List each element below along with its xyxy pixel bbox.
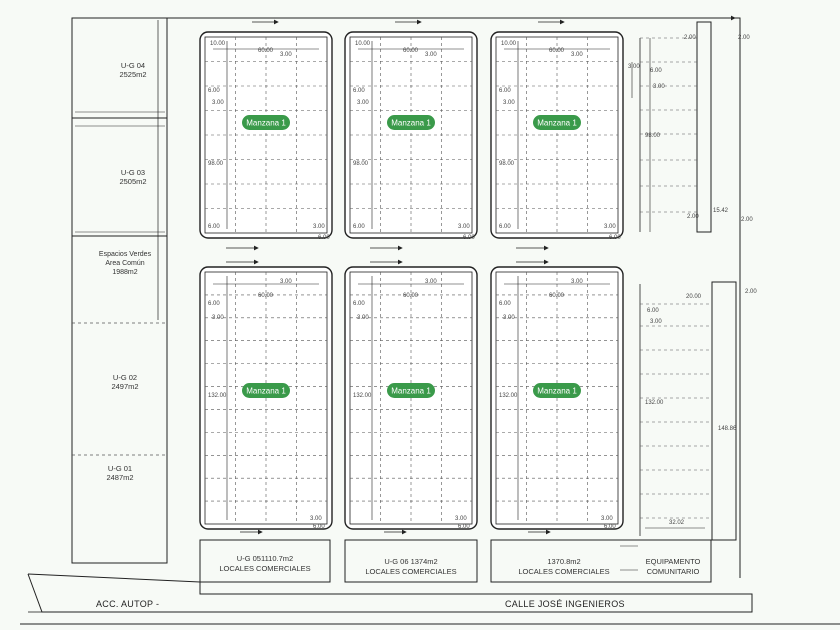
dim-label: 6.00 (604, 524, 616, 530)
dim-label: 6.00 (647, 308, 659, 314)
dim-label: 32.02 (669, 520, 685, 526)
dim-label: 6.00 (499, 301, 511, 307)
zone-ug02-name: U-G 02 (112, 373, 138, 382)
dim-label: 6.00 (208, 224, 220, 230)
zone-ug03-area: 2505m2 (119, 177, 147, 186)
dim-label: 10.00 (501, 41, 517, 47)
dim-label: 2.00 (738, 35, 750, 41)
dim-label: 2.00 (684, 35, 696, 41)
zone-ug04-area: 2525m2 (119, 70, 147, 79)
commercial-2-title: U-G 06 1374m2 (384, 557, 438, 566)
green-area-subtitle: Area Común (105, 260, 145, 267)
commercial-1-title: U-G 051110.7m2 (236, 554, 294, 563)
dim-label: 10.00 (210, 41, 226, 47)
dim-label: 148.86 (718, 426, 737, 432)
dim-label: 3.00 (503, 315, 515, 321)
dim-label: 6.00 (353, 88, 365, 94)
commercial-3-subtitle: LOCALES COMERCIALES (518, 567, 610, 576)
dim-label: 6.00 (650, 68, 662, 74)
commercial-strip (200, 540, 711, 582)
dim-label: 3.00 (357, 100, 369, 106)
block-badge-label: Manzana 1 (391, 386, 431, 396)
dim-label: 3.00 (280, 279, 292, 285)
right-column-upper (628, 22, 753, 232)
dim-label: 20.00 (686, 294, 702, 300)
dim-label: 3.00 (425, 52, 437, 58)
dim-label: 3.00 (650, 319, 662, 325)
green-area-title: Espacios Verdes (98, 251, 152, 258)
dim-label: 132.00 (645, 400, 664, 406)
dim-label: 6.00 (318, 235, 330, 241)
dim-label: 6.00 (353, 224, 365, 230)
equipment-subtitle: COMUNITARIO (646, 567, 700, 576)
commercial-3-title: 1370.8m2 (547, 557, 581, 566)
dim-label: 2.00 (741, 217, 753, 223)
dim-label: 3.00 (455, 516, 467, 522)
zone-ug01-name: U-G 01 (107, 464, 133, 473)
dim-label: 15.42 (713, 208, 729, 214)
dim-label: 3.00 (601, 516, 613, 522)
access-road-label: ACC. AUTOP - (96, 599, 160, 609)
dim-label: 3.00 (503, 100, 515, 106)
dim-label: 98.00 (645, 133, 661, 139)
dim-label: 3.00 (458, 224, 470, 230)
dim-label: 60.00 (549, 48, 565, 54)
zone-ug03-name: U-G 03 (120, 168, 146, 177)
dim-label: 6.00 (609, 235, 621, 241)
dim-label: 3.00 (571, 279, 583, 285)
dim-label: 6.00 (458, 524, 470, 530)
dim-label: 60.00 (403, 293, 419, 299)
dim-label: 60.00 (258, 293, 274, 299)
dim-label: 6.00 (208, 88, 220, 94)
dim-label: 3.00 (604, 224, 616, 230)
dim-label: 6.00 (208, 301, 220, 307)
dim-label: 6.00 (313, 524, 325, 530)
dim-label: 60.00 (549, 293, 565, 299)
dim-label: 98.00 (353, 161, 369, 167)
dim-label: 3.00 (425, 279, 437, 285)
main-street-label: CALLE JOSÉ INGENIEROS (505, 599, 625, 609)
dim-label: 3.00 (313, 224, 325, 230)
dim-label: 6.00 (499, 88, 511, 94)
commercial-1-subtitle: LOCALES COMERCIALES (219, 564, 311, 573)
block-badge-label: Manzana 1 (537, 118, 577, 128)
dim-label: 2.00 (687, 214, 699, 220)
dim-label: 60.00 (403, 48, 419, 54)
dim-label: 3.00 (653, 84, 665, 90)
dim-label: 6.00 (499, 224, 511, 230)
dim-label: 6.00 (463, 235, 475, 241)
equipment-title: EQUIPAMENTO (645, 557, 701, 566)
dim-label: 6.00 (353, 301, 365, 307)
dim-label: 3.00 (212, 100, 224, 106)
dim-label: 2.00 (745, 289, 757, 295)
zone-ug01-area: 2487m2 (106, 473, 134, 482)
zone-ug04-name: U-G 04 (120, 61, 146, 70)
dim-label: 132.00 (499, 393, 518, 399)
dim-label: 132.00 (353, 393, 372, 399)
block-badge-label: Manzana 1 (391, 118, 431, 128)
block-badge-label: Manzana 1 (246, 386, 286, 396)
commercial-2-subtitle: LOCALES COMERCIALES (365, 567, 457, 576)
dim-label: 98.00 (208, 161, 224, 167)
zone-ug02-area: 2497m2 (111, 382, 139, 391)
block-badge-label: Manzana 1 (537, 386, 577, 396)
dim-label: 60.00 (258, 48, 274, 54)
dim-label: 3.00 (212, 315, 224, 321)
dim-label: 98.00 (499, 161, 515, 167)
dim-label: 3.00 (571, 52, 583, 58)
dim-label: 3.00 (628, 64, 640, 70)
green-area-size: 1988m2 (112, 269, 138, 276)
blocks-layer (200, 32, 623, 530)
dim-label: 3.00 (357, 315, 369, 321)
dim-label: 3.00 (280, 52, 292, 58)
block-badge-label: Manzana 1 (246, 118, 286, 128)
dim-label: 132.00 (208, 393, 227, 399)
dim-label: 10.00 (355, 41, 371, 47)
dim-label: 3.00 (310, 516, 322, 522)
